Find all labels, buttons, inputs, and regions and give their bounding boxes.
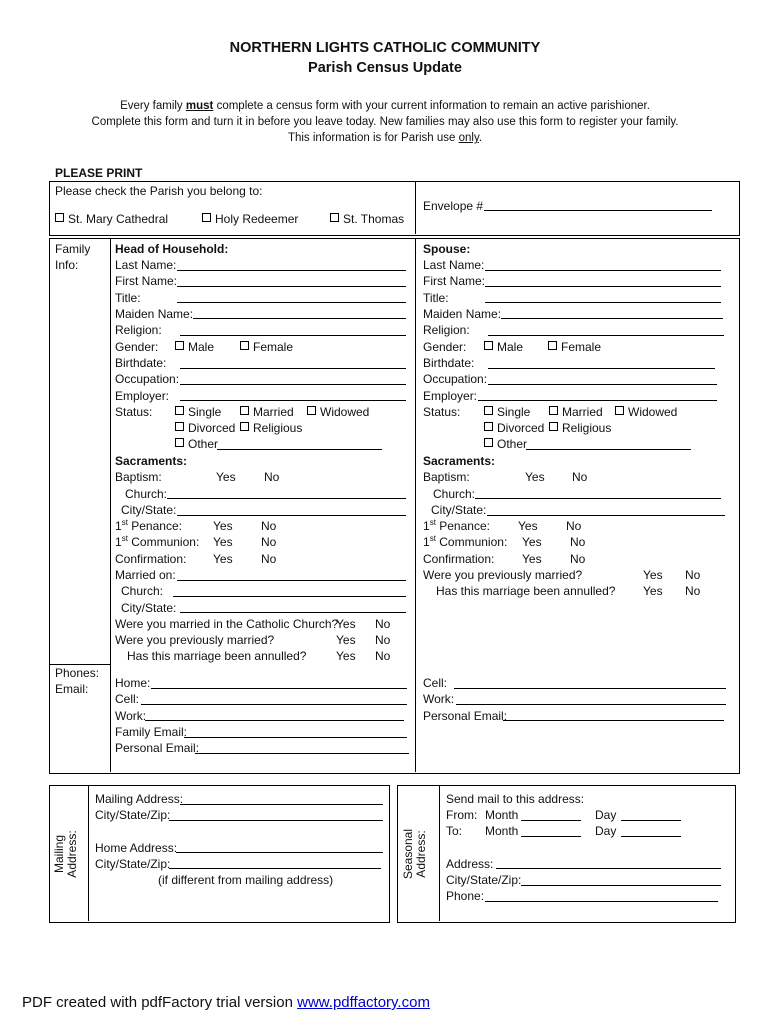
head-last-name-field[interactable] [177, 270, 406, 271]
checkbox-icon[interactable] [484, 422, 493, 431]
checkbox-icon[interactable] [202, 213, 211, 222]
head-maiden-name-field[interactable] [193, 318, 406, 319]
spouse-cell-field[interactable] [454, 688, 726, 689]
spouse-church-label: Church: [433, 487, 476, 501]
head-status-widowed[interactable]: Widowed [307, 404, 369, 420]
head-sacraments-title: Sacraments: [115, 454, 188, 468]
spouse-annulled-yes[interactable]: Yes [643, 584, 663, 598]
spouse-title-field[interactable] [485, 302, 721, 303]
spouse-church-field[interactable] [475, 498, 721, 499]
spouse-status-single[interactable]: Single [484, 404, 530, 420]
checkbox-icon[interactable] [240, 406, 249, 415]
spouse-work-field[interactable] [456, 704, 726, 705]
head-baptism-no[interactable]: No [264, 470, 280, 484]
checkbox-icon[interactable] [175, 406, 184, 415]
spouse-status-other-field[interactable] [526, 449, 691, 450]
spouse-employer-label: Employer: [423, 389, 478, 403]
seasonal-address-field[interactable] [496, 868, 721, 869]
spouse-gender-female[interactable]: Female [548, 339, 601, 355]
work-phone-field[interactable] [145, 720, 404, 721]
spouse-title: Spouse: [423, 242, 471, 256]
spouse-sacraments-title: Sacraments: [423, 454, 496, 468]
personal-email-label: Personal Email: [115, 741, 200, 755]
from-day-field[interactable] [621, 820, 681, 821]
head-annulled-no[interactable]: No [375, 649, 391, 663]
spouse-personal-email-label: Personal Email: [423, 709, 508, 723]
spouse-prev-married-label: Were you previously married? [423, 568, 583, 582]
home-phone-label: Home: [115, 676, 151, 690]
parish-option-st-mary[interactable]: St. Mary Cathedral [55, 211, 168, 227]
head-employer-label: Employer: [115, 389, 170, 403]
head-penance-label: 1st Penance: [115, 518, 182, 533]
spouse-religion-label: Religion: [423, 323, 470, 337]
spouse-communion-no[interactable]: No [570, 535, 586, 549]
checkbox-icon[interactable] [484, 406, 493, 415]
head-religion-label: Religion: [115, 323, 162, 337]
home-address-label: Home Address: [95, 841, 178, 855]
head-first-name-field[interactable] [177, 286, 406, 287]
divider [415, 181, 416, 234]
head-prev-married-label: Were you previously married? [115, 633, 275, 647]
spouse-title-label: Title: [423, 291, 449, 305]
checkbox-icon[interactable] [175, 438, 184, 447]
work-phone-label: Work: [115, 709, 147, 723]
head-gender-female[interactable]: Female [240, 339, 293, 355]
spouse-personal-email-field[interactable] [503, 720, 724, 721]
spouse-annulled-label: Has this marriage been annulled? [436, 584, 616, 598]
spouse-birthdate-field[interactable] [488, 368, 715, 369]
spouse-gender-label: Gender: [423, 340, 467, 354]
head-confirmation-yes[interactable]: Yes [213, 552, 233, 566]
mailing-side-label: Mailing Address: [52, 830, 79, 878]
spouse-city-state-label: City/State: [431, 503, 487, 517]
seasonal-side-label: Seasonal Address: [401, 828, 428, 880]
family-email-label: Family Email: [115, 725, 188, 739]
checkbox-icon[interactable] [175, 341, 184, 350]
envelope-label: Envelope # [423, 199, 484, 213]
checkbox-icon[interactable] [330, 213, 339, 222]
divider [439, 785, 440, 921]
checkbox-icon[interactable] [484, 341, 493, 350]
head-status-married[interactable]: Married [240, 404, 294, 420]
head-employer-field[interactable] [180, 400, 406, 401]
checkbox-icon[interactable] [548, 341, 557, 350]
head-status-single[interactable]: Single [175, 404, 221, 420]
head-status-divorced[interactable]: Divorced [175, 420, 235, 436]
home-address-field[interactable] [176, 852, 383, 853]
spouse-occupation-field[interactable] [488, 384, 717, 385]
head-married-catholic-no[interactable]: No [375, 617, 391, 631]
head-first-name-label: First Name: [115, 274, 178, 288]
head-city-state-label: City/State: [121, 503, 177, 517]
checkbox-icon[interactable] [615, 406, 624, 415]
mailing-city-state-zip-field[interactable] [169, 820, 383, 821]
to-day-label: Day [595, 824, 617, 838]
checkbox-icon[interactable] [549, 406, 558, 415]
head-baptism-label: Baptism: [115, 470, 162, 484]
seasonal-address-label: Address: [446, 857, 494, 871]
divider [110, 238, 111, 772]
org-name: NORTHERN LIGHTS CATHOLIC COMMUNITY [229, 40, 541, 56]
divider [415, 238, 416, 772]
spouse-communion-label: 1st Communion: [423, 534, 508, 549]
please-print-label: PLEASE PRINT [55, 166, 143, 180]
head-occupation-label: Occupation: [115, 372, 180, 386]
head-married-city-state-label: City/State: [121, 601, 177, 615]
pdf-footer: PDF created with pdfFactory trial version www.pdffactory.com [22, 994, 430, 1011]
spouse-status-label: Status: [423, 405, 461, 419]
spouse-maiden-name-label: Maiden Name: [423, 307, 502, 321]
checkbox-icon[interactable] [240, 422, 249, 431]
head-status-religious[interactable]: Religious [240, 420, 302, 436]
spouse-religion-field[interactable] [488, 335, 724, 336]
spouse-penance-label: 1st Penance: [423, 518, 490, 533]
spouse-baptism-no[interactable]: No [572, 470, 588, 484]
home-city-state-zip-label: City/State/Zip: [95, 857, 171, 871]
parish-option-st-thomas[interactable]: St. Thomas [330, 211, 404, 227]
head-status-other[interactable]: Other [175, 436, 218, 452]
intro-line-3: This information is for Parish use only. [287, 132, 483, 144]
head-married-on-field[interactable] [177, 580, 406, 581]
mailing-address-field[interactable] [180, 804, 383, 805]
spouse-communion-yes[interactable]: Yes [522, 535, 542, 549]
home-city-state-zip-field[interactable] [169, 868, 381, 869]
spouse-last-name-label: Last Name: [423, 258, 485, 272]
head-communion-label: 1st Communion: [115, 534, 200, 549]
seasonal-city-state-zip-field[interactable] [521, 885, 721, 886]
head-married-catholic-label: Were you married in the Catholic Church? [115, 617, 339, 631]
head-communion-yes[interactable]: Yes [213, 535, 233, 549]
head-religion-field[interactable] [180, 335, 406, 336]
head-last-name-label: Last Name: [115, 258, 177, 272]
spouse-cell-label: Cell: [423, 676, 448, 690]
spouse-status-religious[interactable]: Religious [549, 420, 611, 436]
home-address-note: (if different from mailing address) [158, 873, 334, 887]
head-baptism-yes[interactable]: Yes [216, 470, 236, 484]
head-married-city-state-field[interactable] [180, 612, 406, 613]
mailing-city-state-zip-label: City/State/Zip: [95, 808, 171, 822]
head-gender-male[interactable]: Male [175, 339, 214, 355]
parish-prompt: Please check the Parish you belong to: [55, 184, 263, 198]
head-birthdate-field[interactable] [180, 368, 406, 369]
spouse-status-widowed[interactable]: Widowed [615, 404, 677, 420]
head-title-label: Title: [115, 291, 141, 305]
send-mail-label: Send mail to this address: [446, 792, 585, 806]
head-status-label: Status: [115, 405, 153, 419]
family-email-field[interactable] [184, 737, 407, 738]
head-annulled-yes[interactable]: Yes [336, 649, 356, 663]
spouse-confirmation-no[interactable]: No [570, 552, 586, 566]
intro-line-1: Every family must complete a census form with your current information to remain an active parishioner. [120, 100, 650, 112]
divider [88, 785, 89, 921]
envelope-field[interactable] [484, 210, 712, 211]
cell-phone-label: Cell: [115, 692, 140, 706]
parish-option-holy-redeemer[interactable]: Holy Redeemer [202, 211, 298, 227]
head-status-other-field[interactable] [217, 449, 382, 450]
spouse-city-state-field[interactable] [487, 515, 725, 516]
head-penance-no[interactable]: No [261, 519, 277, 533]
checkbox-icon[interactable] [175, 422, 184, 431]
spouse-penance-no[interactable]: No [566, 519, 582, 533]
head-prev-married-no[interactable]: No [375, 633, 391, 647]
seasonal-city-state-zip-label: City/State/Zip: [446, 873, 522, 887]
seasonal-phone-label: Phone: [446, 889, 485, 903]
cell-phone-field[interactable] [141, 704, 407, 705]
seasonal-phone-field[interactable] [485, 901, 718, 902]
to-day-field[interactable] [621, 836, 681, 837]
head-annulled-label: Has this marriage been annulled? [127, 649, 307, 663]
head-city-state-field[interactable] [177, 515, 406, 516]
from-month-label: Month [485, 808, 519, 822]
intro-line-2: Complete this form and turn it in before you leave today. New families may also use this form to register your family. [91, 116, 679, 128]
head-of-household-title: Head of Household: [115, 242, 229, 256]
family-side-label: Family [55, 242, 91, 256]
spouse-gender-male[interactable]: Male [484, 339, 523, 355]
spouse-birthdate-label: Birthdate: [423, 356, 475, 370]
spouse-baptism-yes[interactable]: Yes [525, 470, 545, 484]
checkbox-icon[interactable] [55, 213, 64, 222]
spouse-employer-field[interactable] [478, 400, 717, 401]
head-married-on-label: Married on: [115, 568, 176, 582]
head-maiden-name-label: Maiden Name: [115, 307, 194, 321]
spouse-last-name-field[interactable] [485, 270, 721, 271]
to-month-field[interactable] [521, 836, 581, 837]
page-title: Parish Census Update [308, 60, 462, 76]
spouse-first-name-field[interactable] [485, 286, 721, 287]
family-side-label-2: Info: [55, 258, 79, 272]
mailing-address-label: Mailing Address: [95, 792, 184, 806]
checkbox-icon[interactable] [484, 438, 493, 447]
home-phone-field[interactable] [151, 688, 407, 689]
head-church-field[interactable] [167, 498, 406, 499]
from-day-label: Day [595, 808, 617, 822]
spouse-prev-married-yes[interactable]: Yes [643, 568, 663, 582]
head-birthdate-label: Birthdate: [115, 356, 167, 370]
spouse-status-married[interactable]: Married [549, 404, 603, 420]
head-gender-label: Gender: [115, 340, 159, 354]
checkbox-icon[interactable] [549, 422, 558, 431]
checkbox-icon[interactable] [307, 406, 316, 415]
spouse-penance-yes[interactable]: Yes [518, 519, 538, 533]
spouse-status-divorced[interactable]: Divorced [484, 420, 544, 436]
spouse-prev-married-no[interactable]: No [685, 568, 701, 582]
head-occupation-field[interactable] [180, 384, 406, 385]
head-confirmation-no[interactable]: No [261, 552, 277, 566]
spouse-annulled-no[interactable]: No [685, 584, 701, 598]
head-communion-no[interactable]: No [261, 535, 277, 549]
head-title-field[interactable] [177, 302, 406, 303]
spouse-maiden-name-field[interactable] [501, 318, 723, 319]
spouse-baptism-label: Baptism: [423, 470, 470, 484]
from-label: From: [446, 808, 478, 822]
spouse-occupation-label: Occupation: [423, 372, 488, 386]
head-confirmation-label: Confirmation: [115, 552, 187, 566]
spouse-confirmation-label: Confirmation: [423, 552, 495, 566]
phones-side-label: Phones: [55, 666, 100, 680]
head-married-church-label: Church: [121, 584, 164, 598]
personal-email-field[interactable] [195, 753, 409, 754]
email-side-label: Email: [55, 682, 89, 696]
head-married-catholic-yes[interactable]: Yes [336, 617, 356, 631]
spouse-confirmation-yes[interactable]: Yes [522, 552, 542, 566]
from-month-field[interactable] [521, 820, 581, 821]
head-prev-married-yes[interactable]: Yes [336, 633, 356, 647]
to-month-label: Month [485, 824, 519, 838]
checkbox-icon[interactable] [240, 341, 249, 350]
head-penance-yes[interactable]: Yes [213, 519, 233, 533]
spouse-first-name-label: First Name: [423, 274, 486, 288]
head-church-label: Church: [125, 487, 168, 501]
spouse-status-other[interactable]: Other [484, 436, 527, 452]
head-married-church-field[interactable] [173, 596, 406, 597]
to-label: To: [446, 824, 463, 838]
pdffactory-link[interactable]: www.pdffactory.com [297, 994, 430, 1011]
spouse-work-label: Work: [423, 692, 455, 706]
